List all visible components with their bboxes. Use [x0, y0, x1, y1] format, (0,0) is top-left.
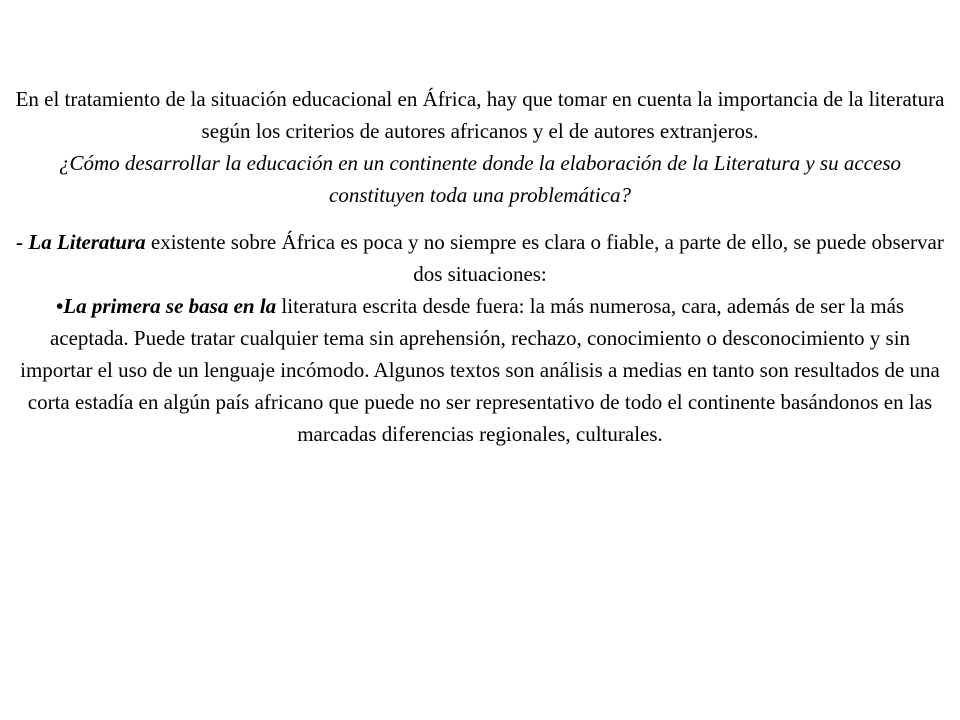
- literature-paragraph: [14, 226, 946, 290]
- first-situation-lead: •La primera se basa en la: [55, 294, 277, 318]
- first-situation-text: literatura escrita desde fuera: la más numerosa, cara, además de ser la más aceptada. Puede tratar cualquier tema sin aprehensión, rechazo, conocimiento o desconocimiento y sin importar el uso de un lenguaje incómodo. Algunos textos son análisis a medias en tanto son resultados de una corta estadía en algún país africano que puede no ser representativo de todo el continente basándonos en las marcadas diferencias regionales, culturales.: [20, 294, 940, 446]
- literature-text: existente sobre África es poca y no siempre es clara o fiable, a parte de ello, se puede observar dos situaciones:: [145, 230, 944, 286]
- literature-lead: - La Literatura: [16, 230, 146, 254]
- slide-text-block: [14, 83, 946, 450]
- first-situation-paragraph: [14, 290, 946, 450]
- question-paragraph: ¿Cómo desarrollar la educación en un continente donde la elaboración de la Literatura y su acceso constituyen toda una problemática?: [58, 151, 901, 207]
- intro-paragraph: En el tratamiento de la situación educacional en África, hay que tomar en cuenta la importancia de la literatura según los criterios de autores africanos y el de autores extranjeros.: [15, 87, 945, 143]
